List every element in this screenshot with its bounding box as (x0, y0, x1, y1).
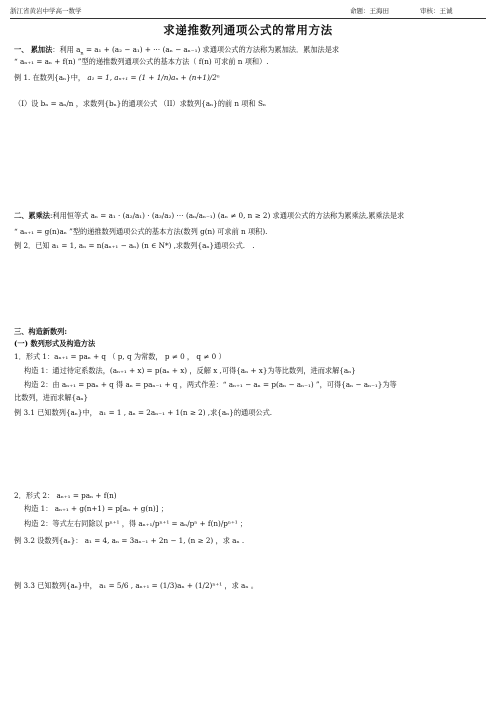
form2-construct1: 构造 1： aₙ₊₁ + g(n+1) = p[aₙ + g(n)] ； (24, 504, 168, 513)
form2-construct2: 构造 2：等式左右同除以 pⁿ⁺¹ ，得 aₙ₊₁/pⁿ⁺¹ = aₙ/pⁿ + f(n)/pⁿ⁺¹ ； (24, 519, 248, 528)
sec1-text1: ：利用 a (52, 45, 81, 54)
sec3-subtitle: (一) 数列形式及构造方法 (14, 339, 96, 348)
sec3-title: 三、构造新数列: (14, 327, 67, 336)
form1-construct2a: 构造 2：由 aₙ₊₁ = paₙ + q 得 aₙ = paₙ₋₁ + q ，两式作差：“ aₙ₊₁ − aₙ = p(aₙ − aₙ₋₁) ”，可得{aₙ − aₙ₋₁}为等 (24, 380, 397, 389)
form1: 1．形式 1：aₙ₊₁ = paₙ + q （ p, q 为常数， p ≠ 0 ， q ≠ 0 ） (14, 352, 226, 361)
header-rule (10, 18, 486, 19)
sec2-text1: :利用恒等式 aₙ = a₁ · (a₂/a₁) · (a₃/a₂) ⋯ (aₙ/aₙ₋₁) (aₙ ≠ 0, n ≥ 2) 求通项公式的方法称为累乘法,累乘法是求 (49, 211, 405, 220)
header-author: 命题：王海田 (350, 7, 389, 15)
sec2-line2: “ aₙ₊₁ = g(n)aₙ ”型的递推数列通项公式的基本方法(数列 g(n) 可求前 n 项积). (14, 227, 268, 236)
sec1-num: 一、 (14, 45, 29, 54)
example-1 (14, 72, 484, 83)
ex1-condition: a₁ = 1, aₙ₊₁ = (1 + 1/n)aₙ + (n+1)/2ⁿ (87, 73, 220, 82)
header-school: 浙江省黄岩中学高一数学 (10, 7, 82, 15)
header-reviewer: 审核：王诚 (420, 7, 453, 15)
example-2: 例 2．已知 a₁ = 1, aₙ = n(aₙ₊₁ − aₙ) (n ∈ N*) ,求数列{aₙ}通项公式. . (14, 241, 255, 250)
sec2-name: 累乘法 (28, 211, 50, 220)
sec1-name: 累加法 (30, 45, 53, 54)
ex1-label: 例 1. 在数列{aₙ}中， (14, 73, 86, 82)
sec1-line2: “ aₙ₊₁ = aₙ + f(n) ”型的递推数列通项公式的基本方法（ f(n) 可求前 n 项和）. (14, 57, 269, 66)
example-3-2: 例 3.2 设数列{aₙ}： a₁ = 4, aₙ = 3aₙ₋₁ + 2n − 1, (n ≥ 2) ，求 aₙ . (14, 536, 245, 545)
sec2-line1 (14, 210, 484, 221)
example-3-1: 例 3.1 已知数列{aₙ}中， a₁ = 1 , aₙ = 2aₙ₋₁ + 1(n ≥ 2) ,求{aₙ}的通项公式. (14, 408, 273, 417)
form1-construct1: 构造 1：通过待定系数法，(aₙ₊₁ + x) = p(aₙ + x) ，反解 x ,可得{aₙ + x}为等比数列，进而求解{aₙ} (24, 366, 356, 375)
sec2-num: 二、 (14, 211, 29, 220)
form1-construct2b: 比数列，进而求解{aₙ} (14, 393, 89, 402)
form2: 2．形式 2： aₙ₊₁ = paₙ + f(n) (14, 491, 117, 500)
example-3-3: 例 3.3 已知数列{aₙ}中， a₁ = 5/6 , aₙ₊₁ = (1/3)aₙ + (1/2)ⁿ⁺¹ ，求 aₙ 。 (14, 581, 258, 590)
ex1-questions: （I）设 bₙ = aₙ/n ，求数列{bₙ}的通项公式 （II）求数列{aₙ}的前 n 项和 Sₙ (14, 99, 266, 108)
sec1-formula: = a₁ + (a₂ − a₁) + ⋯ (aₙ − aₙ₋₁) 求通项公式的方法称为累加法．累加法是求 (85, 45, 340, 54)
page-title: 求递推数列通项公式的常用方法 (163, 23, 333, 37)
sec1-line1: 一、 累加法：利用 $a_n = a_1 + (a_2 - a_1)$ + ⋯ (aₙ − aₙ₋₁) 求通项公式的方法称为累加法．累加法是求 (14, 45, 340, 57)
